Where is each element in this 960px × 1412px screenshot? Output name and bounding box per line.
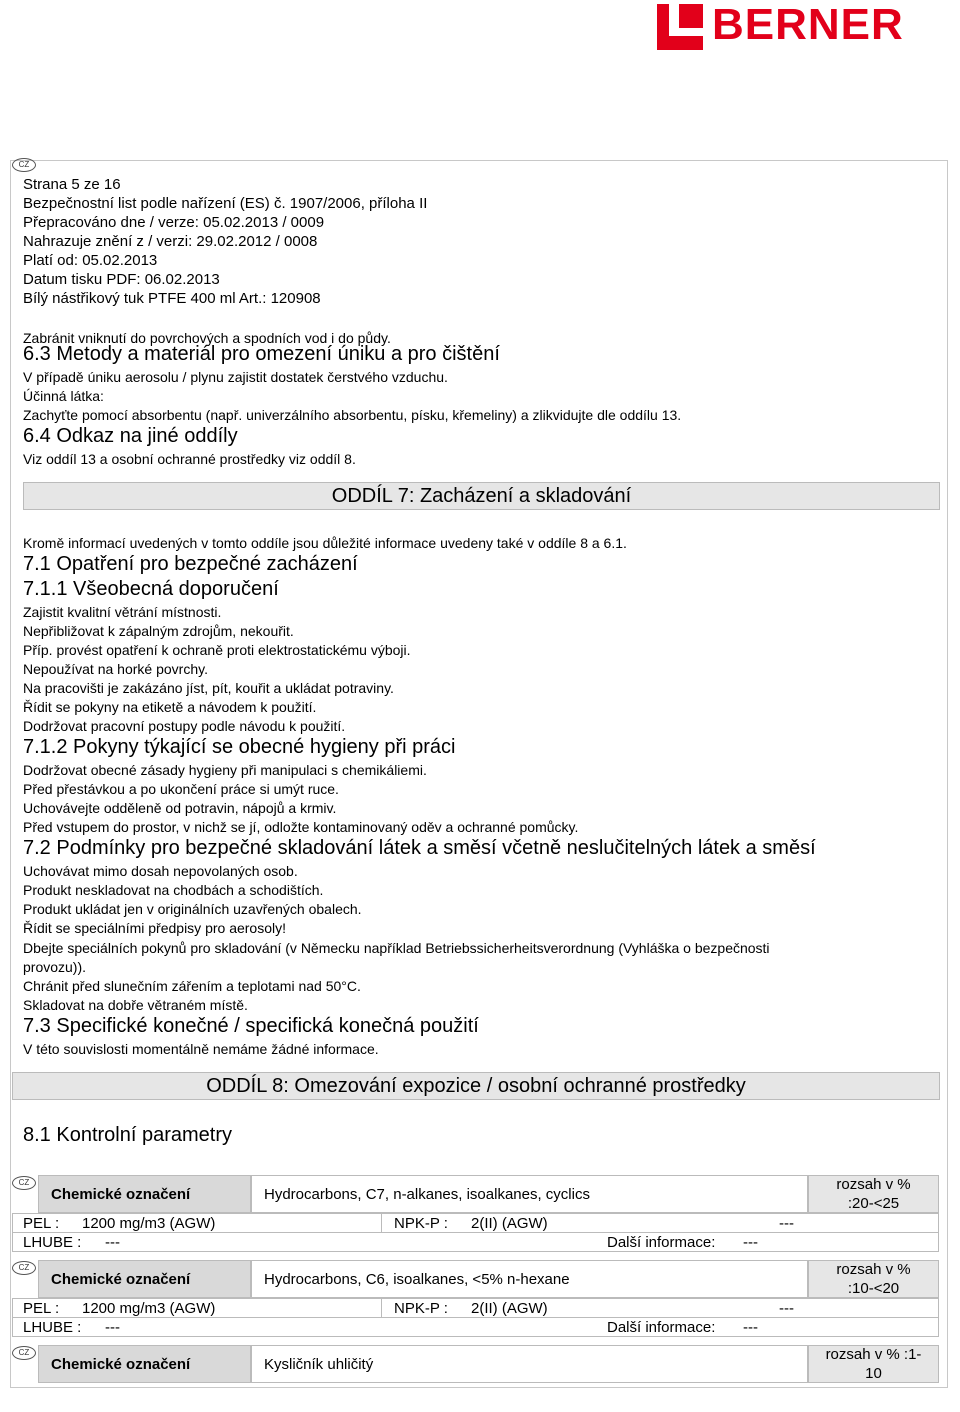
list-item: Řídit se pokyny na etiketě a návodem k použití. [23,699,317,715]
npk-extra: --- [779,1215,794,1232]
section-7-title: ODDÍL 7: Zacházení a skladování [23,482,940,510]
chem-name: Hydrocarbons, C6, isoalkanes, <5% n-hexane [251,1260,808,1298]
list-item: Produkt ukládat jen v originálních uzavřených obalech. [23,901,362,917]
list-item: provozu)). [23,959,87,975]
heading-7-1-2: 7.1.2 Pokyny týkající se obecné hygieny při práci [23,736,456,758]
lhube-row [12,1317,939,1337]
pel-row [12,1298,939,1318]
pel-row [12,1213,939,1233]
heading-6-4: 6.4 Odkaz na jiné oddíly [23,425,238,447]
pel-value: 1200 mg/m3 (AGW) [82,1215,216,1232]
sec6-line1: V případě úniku aerosolu / plynu zajistit dostatek čerstvého vzduchu. [23,369,448,385]
sec6-line4: Viz oddíl 13 a osobní ochranné prostředky viz oddíl 8. [23,451,356,467]
lhube-value: --- [105,1234,120,1251]
list-item: Příp. provést opatření k ochraně proti elektrostatickému výboji. [23,642,411,658]
range-line-2: :20-<25 [847,1195,900,1212]
revision-line: Přepracováno dne / verze: 05.02.2013 / 0009 [23,214,325,231]
npk-extra: --- [779,1300,794,1317]
heading-8-1: 8.1 Kontrolní parametry [23,1124,232,1146]
chem-range [808,1345,939,1383]
list-item: Nepřibližovat k zápalným zdrojům, nekouřit. [23,623,294,639]
list-item: Zajistit kvalitní větrání místnosti. [23,604,222,620]
sec6-line2: Účinná látka: [23,388,104,404]
list-item: Před přestávkou a po ukončení práce si umýt ruce. [23,781,339,797]
section-8-title: ODDÍL 8: Omezování expozice / osobní ochranné prostředky [12,1072,940,1100]
replaces-line: Nahrazuje znění z / verzi: 29.02.2012 / 0008 [23,233,318,250]
npk-key: NPK-P : [394,1300,448,1317]
list-item: Uchovávejte odděleně od potravin, nápojů a krmiv. [23,800,337,816]
valid-from-line: Platí od: 05.02.2013 [23,252,158,269]
page-number: Strana 5 ze 16 [23,176,121,193]
berner-logo-text: BERNER [712,0,904,49]
list-item: Chránit před slunečním zářením a teplotami nad 50°C. [23,978,361,994]
divider [381,1214,382,1232]
pel-value: 1200 mg/m3 (AGW) [82,1300,216,1317]
range-line-1: rozsah v % :1- [825,1346,922,1363]
dalsi-value: --- [743,1234,758,1251]
lhube-key: LHUBE : [23,1234,82,1251]
dalsi-value: --- [743,1319,758,1336]
product-line: Bílý nástřikový tuk PTFE 400 ml Art.: 120908 [23,290,321,307]
list-item: Nepoužívat na horké povrchy. [23,661,208,677]
chem-label: Chemické označení [38,1175,251,1213]
heading-6-3: 6.3 Metody a materiál pro omezení úniku a pro čištění [23,343,500,365]
list-item: Před vstupem do prostor, v nichž se jí, odložte kontaminovaný oděv a ochranné pomůcky. [23,819,579,835]
dalsi-key: Další informace: [607,1234,716,1251]
lhube-row [12,1232,939,1252]
chem-range [808,1175,939,1213]
heading-7-1: 7.1 Opatření pro bezpečné zacházení [23,553,358,575]
list-item: Dbejte speciálních pokynů pro skladování (v Německu například Betriebssicherheitsverordnung (Vyhláška o bezpečnosti [23,940,770,956]
lhube-key: LHUBE : [23,1319,82,1336]
divider [381,1299,382,1317]
regulation-line: Bezpečnostní list podle nařízení (ES) č. 1907/2006, příloha II [23,195,428,212]
range-line-2: :10-<20 [847,1280,900,1297]
chem-range [808,1260,939,1298]
chem-name: Kysličník uhličitý [251,1345,808,1383]
chem-label: Chemické označení [38,1345,251,1383]
npk-value: 2(II) (AGW) [471,1300,548,1317]
range-line-1: rozsah v % [836,1176,911,1193]
berner-logo-mark [657,4,703,50]
list-item: Skladovat na dobře větraném místě. [23,997,248,1013]
heading-7-3: 7.3 Specifické konečné / specifická konečná použití [23,1015,479,1037]
dalsi-key: Další informace: [607,1319,716,1336]
list-item: Uchovávat mimo dosah nepovolaných osob. [23,863,298,879]
pel-key: PEL : [23,1215,60,1232]
list-item: Produkt neskladovat na chodbách a schodištích. [23,882,324,898]
cz-language-tag: CZ [12,1176,36,1190]
cz-language-tag: CZ [12,1346,36,1360]
sec6-line0: Zabránit vniknutí do povrchových a spodních vod i do půdy. [23,330,391,346]
heading-7-2: 7.2 Podmínky pro bezpečné skladování látek a směsí včetně neslučitelných látek a směsí [23,837,816,859]
chem-label: Chemické označení [38,1260,251,1298]
lhube-value: --- [105,1319,120,1336]
sec7-intro: Kromě informací uvedených v tomto oddíle jsou důležité informace uvedeny také v oddíle 8 a 6.1. [23,535,627,551]
list-item: Na pracovišti je zakázáno jíst, pít, kouřit a ukládat potraviny. [23,680,394,696]
list-item: Řídit se speciálními předpisy pro aerosoly! [23,920,287,936]
npk-value: 2(II) (AGW) [471,1215,548,1232]
cz-language-tag: CZ [12,1261,36,1275]
chem-name: Hydrocarbons, C7, n-alkanes, isoalkanes, cyclics [251,1175,808,1213]
npk-key: NPK-P : [394,1215,448,1232]
print-date-line: Datum tisku PDF: 06.02.2013 [23,271,220,288]
heading-7-1-1: 7.1.1 Všeobecná doporučení [23,578,279,600]
cz-language-tag: CZ [12,158,36,172]
pel-key: PEL : [23,1300,60,1317]
list-item: Dodržovat pracovní postupy podle návodu k použití. [23,718,346,734]
range-line-1: rozsah v % [836,1261,911,1278]
sec6-line3: Zachyťte pomocí absorbentu (např. univerzálního absorbentu, písku, křemeliny) a zlikvidujte dle oddílu 13. [23,407,682,423]
range-line-2: 10 [865,1365,882,1382]
sec7-3-text: V této souvislosti momentálně nemáme žádné informace. [23,1041,379,1057]
list-item: Dodržovat obecné zásady hygieny při manipulaci s chemikáliemi. [23,762,427,778]
